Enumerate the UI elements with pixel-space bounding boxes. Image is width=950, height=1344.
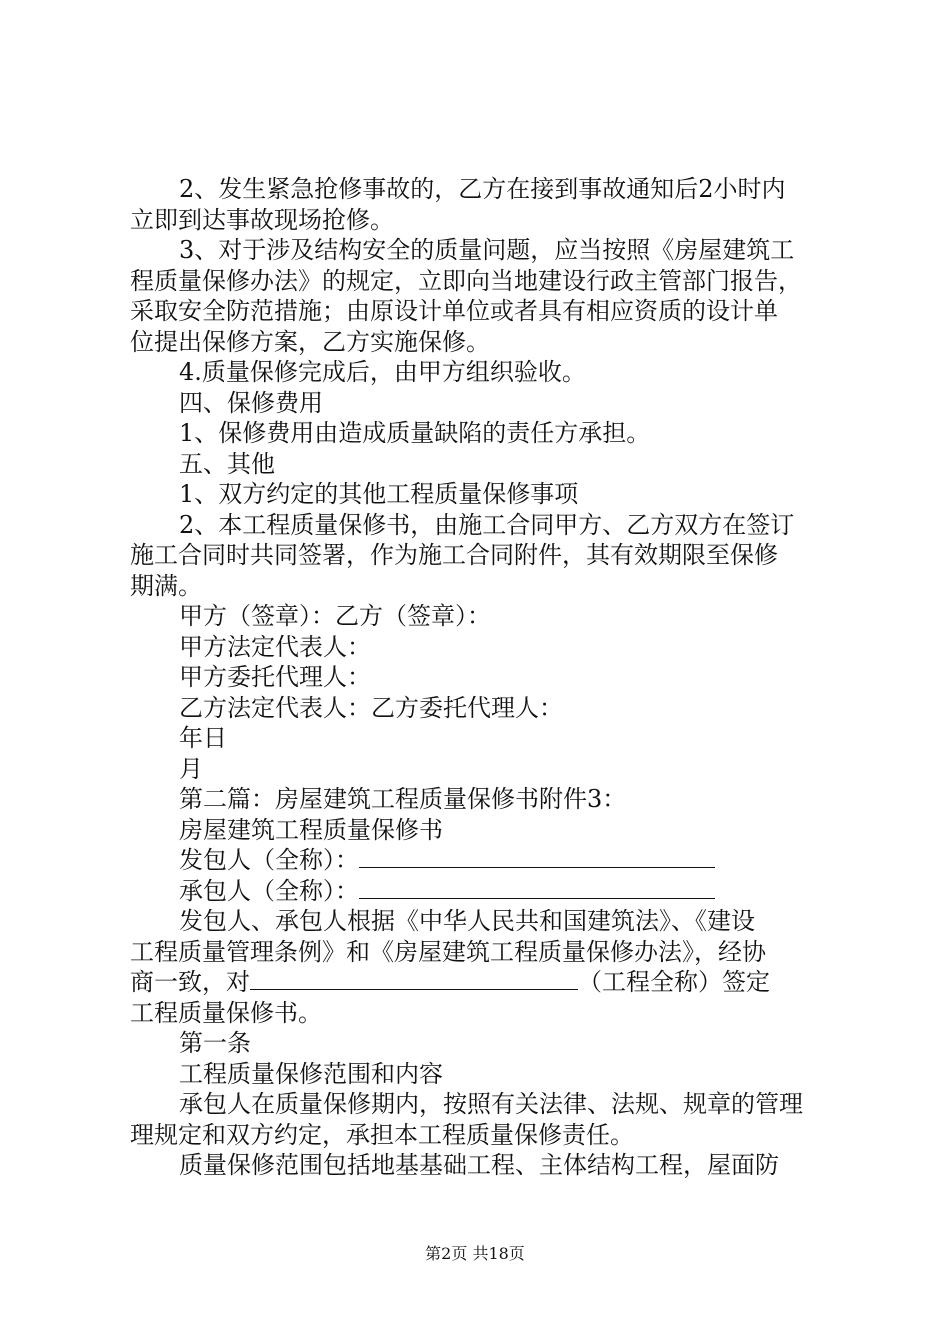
paragraph-line: 理规定和双方约定，承担本工程质量保修责任。 bbox=[130, 1120, 634, 1149]
paragraph-line: 质量保修范围包括地基基础工程、主体结构工程，屋面防 bbox=[179, 1151, 779, 1179]
text-segment: 商一致，对 bbox=[130, 968, 250, 996]
chapter-heading: 第二篇：房屋建筑工程质量保修书附件3： bbox=[179, 785, 627, 813]
date-line: 年日 bbox=[179, 724, 227, 752]
paragraph-line: 1、双方约定的其他工程质量保修事项 bbox=[179, 480, 579, 508]
signature-line: 甲方（签章）：乙方（签章）： bbox=[179, 602, 491, 630]
paragraph-line: 程质量保修办法》的规定，立即向当地建设行政主管部门报告， bbox=[130, 266, 802, 295]
section-heading: 四、保修费用 bbox=[179, 388, 323, 417]
paragraph-line: 期满。 bbox=[130, 571, 202, 600]
document-title: 房屋建筑工程质量保修书 bbox=[179, 815, 443, 844]
field-label: 发包人（全称）： bbox=[179, 846, 359, 874]
paragraph-line: 4.质量保修完成后，由甲方组织验收。 bbox=[179, 358, 586, 386]
field-line-contractor bbox=[130, 876, 832, 907]
field-label: 承包人（全称）： bbox=[179, 876, 359, 905]
text-segment: （工程全称）签定 bbox=[578, 968, 770, 996]
signature-line: 乙方法定代表人：乙方委托代理人： bbox=[179, 693, 563, 722]
paragraph-line: 2、本工程质量保修书，由施工合同甲方、乙方双方在签订 bbox=[179, 510, 795, 539]
blank-underline bbox=[359, 876, 715, 899]
signature-line: 甲方法定代表人： bbox=[179, 632, 371, 661]
page-footer: 第2页 共18页 bbox=[425, 1244, 525, 1263]
paragraph-line: 发包人、承包人根据《中华人民共和国建筑法》、《建设 bbox=[179, 907, 755, 935]
paragraph-line: 立即到达事故现场抢修。 bbox=[130, 205, 394, 234]
blank-underline bbox=[250, 967, 578, 990]
blank-underline bbox=[359, 845, 715, 868]
date-line: 月 bbox=[179, 754, 203, 783]
paragraph-line: 工程质量管理条例》和《房屋建筑工程质量保修办法》，经协 bbox=[130, 937, 766, 966]
field-line-employer bbox=[130, 845, 832, 876]
paragraph-line: 3、对于涉及结构安全的质量问题，应当按照《房屋建筑工 bbox=[179, 236, 795, 264]
paragraph-line: 1、保修费用由造成质量缺陷的责任方承担。 bbox=[179, 419, 651, 447]
paragraph-line: 采取安全防范措施；由原设计单位或者具有相应资质的设计单 bbox=[130, 297, 778, 325]
document-body bbox=[130, 174, 832, 1181]
paragraph-line bbox=[130, 967, 832, 998]
paragraph-line: 工程质量保修书。 bbox=[130, 998, 322, 1027]
signature-line: 甲方委托代理人： bbox=[179, 663, 371, 691]
paragraph-line: 位提出保修方案，乙方实施保修。 bbox=[130, 327, 490, 356]
paragraph-line: 承包人在质量保修期内，按照有关法律、法规、规章的管理 bbox=[179, 1090, 803, 1118]
paragraph-line: 施工合同时共同签署，作为施工合同附件，其有效期限至保修 bbox=[130, 541, 778, 569]
article-heading: 第一条 bbox=[179, 1029, 251, 1057]
section-heading: 五、其他 bbox=[179, 449, 275, 478]
article-title: 工程质量保修范围和内容 bbox=[179, 1059, 443, 1088]
paragraph-line: 2、发生紧急抢修事故的，乙方在接到事故通知后2小时内 bbox=[179, 175, 786, 203]
